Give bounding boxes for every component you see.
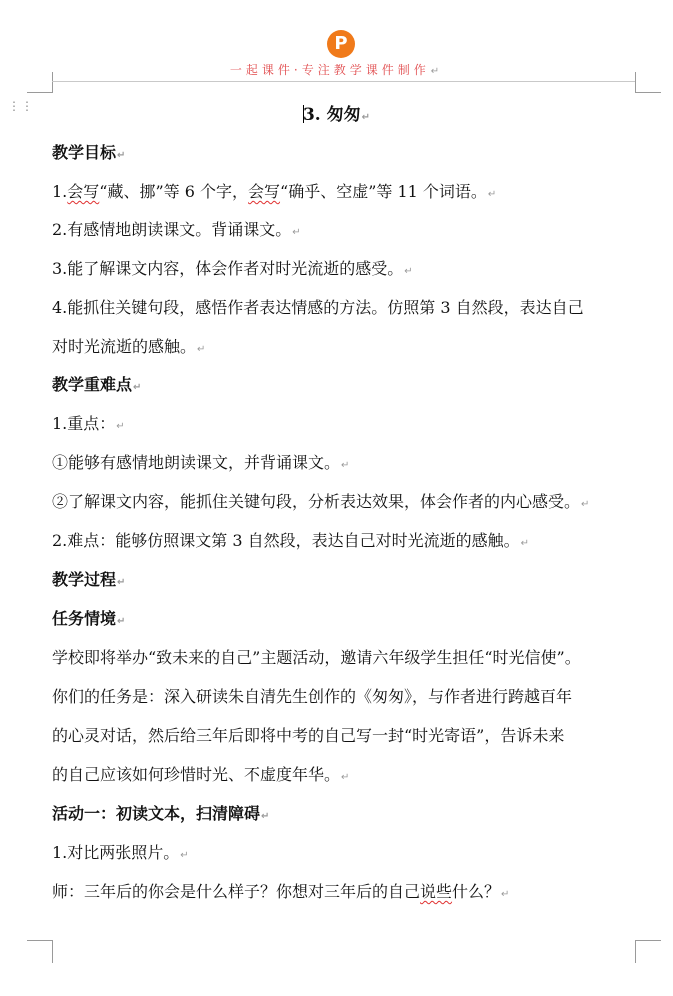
heading-process xyxy=(52,568,642,595)
goal-4-line-1 xyxy=(52,296,642,320)
task-text: 的心灵对话，然后给三年后即将中考的自己写一封“时光寄语”，告诉未来 xyxy=(52,726,565,745)
task-text: 你们的任务是：深入研读朱自清先生创作的《匆匆》，与作者进行跨越百年 xyxy=(52,687,573,706)
crop-mark-bottom-left xyxy=(27,940,53,963)
paragraph-mark: ↵ xyxy=(520,538,530,549)
goal-4-text-end: 对时光流逝的感触。 xyxy=(52,337,197,356)
heading-activity-1-text: 活动一：初读文本，扫清障碍 xyxy=(52,804,261,823)
crop-mark-bottom-right xyxy=(635,940,661,963)
heading-goals-text: 教学目标 xyxy=(52,143,117,162)
header-tagline xyxy=(0,61,673,78)
key-1-item-b-text: ②了解课文内容，能抓住关键句段，分析表达效果，体会作者的内心感受。 xyxy=(52,492,581,511)
key-1-item-a xyxy=(52,451,642,478)
task-text-end: 的自己应该如何珍惜时光、不虚度年华。 xyxy=(52,765,341,784)
paragraph-mark: ↵ xyxy=(116,421,125,432)
task-line-4 xyxy=(52,763,642,790)
key-1-item-b xyxy=(52,490,642,517)
paragraph-mark: ↵ xyxy=(292,227,301,238)
paragraph-mark: ↵ xyxy=(501,889,510,900)
activity-1-step-1 xyxy=(52,841,642,868)
task-line-1 xyxy=(52,646,642,670)
header-divider xyxy=(52,81,635,82)
task-line-2 xyxy=(52,685,642,709)
goal-2 xyxy=(52,218,642,245)
heading-key-points xyxy=(52,373,642,400)
goal-1-text: “藏、挪”等 6 个字， xyxy=(99,182,248,201)
heading-task-text: 任务情境 xyxy=(52,609,117,628)
goal-3-text: 3.能了解课文内容，体会作者对时光流逝的感受。 xyxy=(52,259,404,278)
goal-2-text: 2.有感情地朗读课文。背诵课文。 xyxy=(52,220,292,239)
goal-4-line-2 xyxy=(52,335,642,362)
paragraph-mark: ↵ xyxy=(197,344,206,355)
spellcheck-word[interactable]: 说些 xyxy=(420,882,453,901)
key-2 xyxy=(52,529,642,556)
paragraph-mark: ↵ xyxy=(361,112,371,123)
paragraph-mark: ↵ xyxy=(117,616,126,627)
heading-goals xyxy=(52,141,642,168)
paragraph-mark: ↵ xyxy=(133,382,142,393)
task-line-3 xyxy=(52,724,642,748)
spellcheck-word[interactable]: 会写 xyxy=(248,182,281,201)
paragraph-mark: ↵ xyxy=(581,499,590,510)
header-tagline-text: 一起课件·专注教学课件制作 xyxy=(229,63,430,77)
paragraph-mark: ↵ xyxy=(341,772,350,783)
paragraph-mark: ↵ xyxy=(404,266,413,277)
paragraph-mark: ↵ xyxy=(487,189,497,200)
paragraph-mark: ↵ xyxy=(261,811,270,822)
activity-1-step-1-text: 1.对比两张照片。 xyxy=(52,843,180,862)
header-logo: P xyxy=(327,30,355,58)
task-text: 学校即将举办“致未来的自己”主题活动，邀请六年级学生担任“时光信使”。 xyxy=(52,648,581,667)
teacher-prompt-text-end: 什么？ xyxy=(452,882,501,901)
heading-key-points-text: 教学重难点 xyxy=(52,375,133,394)
key-1 xyxy=(52,412,642,439)
paragraph-mark: ↵ xyxy=(180,850,189,861)
document-title xyxy=(0,99,673,131)
goal-1 xyxy=(52,180,642,207)
heading-task xyxy=(52,607,642,634)
title-text: 3. 匆匆 xyxy=(302,105,361,125)
paragraph-mark: ↵ xyxy=(341,460,350,471)
paragraph-mark: ↵ xyxy=(117,577,126,588)
key-1-item-a-text: ①能够有感情地朗读课文，并背诵课文。 xyxy=(52,453,341,472)
drag-handle-icon[interactable]: ⋮⋮ xyxy=(8,99,34,113)
goal-1-number: 1. xyxy=(52,182,68,201)
key-1-text: 1.重点： xyxy=(52,414,116,433)
paragraph-mark: ↵ xyxy=(117,150,126,161)
goal-4-text: 4.能抓住关键句段，感悟作者表达情感的方法。仿照第 3 自然段，表达自己 xyxy=(52,298,584,317)
heading-activity-1 xyxy=(52,802,642,829)
goal-3 xyxy=(52,257,642,284)
key-2-text: 2.难点：能够仿照课文第 3 自然段，表达自己对时光流逝的感触。 xyxy=(52,531,520,550)
teacher-prompt-text: 师：三年后的你会是什么样子？你想对三年后的自己 xyxy=(52,882,421,901)
heading-process-text: 教学过程 xyxy=(52,570,117,589)
teacher-prompt xyxy=(52,880,642,907)
paragraph-mark: ↵ xyxy=(430,66,444,77)
goal-1-text-end: “确乎、空虚”等 11 个词语。 xyxy=(280,182,487,201)
spellcheck-word[interactable]: 会写 xyxy=(67,182,100,201)
